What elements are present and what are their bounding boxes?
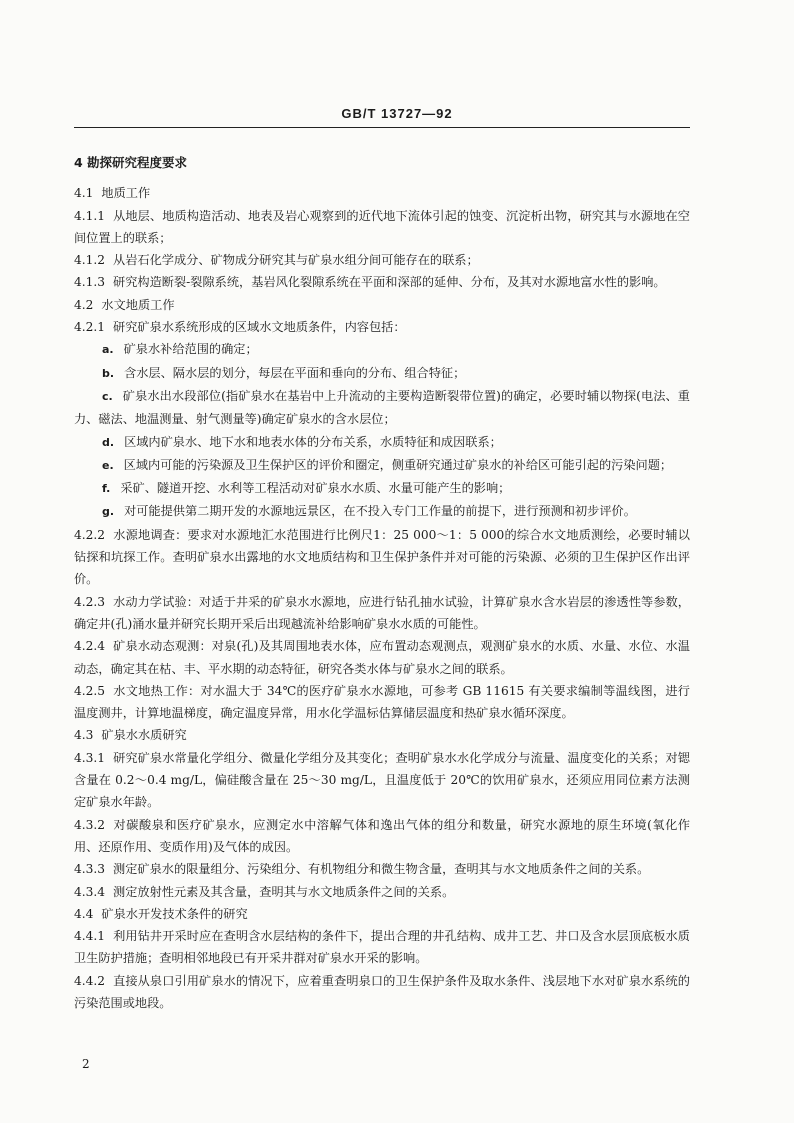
clause-text: 水文地热工作：对水温大于 34℃的医疗矿泉水水源地，可参考 GB 11615 有关要求编制等温线图，进行温度测井，计算地温梯度，确定温度异常，用水化学温标估算储层温度和热矿泉水循环深度。 bbox=[74, 683, 690, 721]
clause-number: 4.1.1 bbox=[74, 208, 106, 223]
list-item-text: 矿泉水出水段部位(指矿泉水在基岩中上升流动的主要构造断裂带位置)的确定，必要时辅以物探(电法、重力、磁法、地温测量、射气测量等)确定矿泉水的含水层位； bbox=[74, 388, 690, 427]
list-item-text: 采矿、隧道开挖、水利等工程活动对矿泉水水质、水量可能产生的影响； bbox=[120, 481, 511, 496]
header-rule bbox=[74, 127, 690, 128]
clause-number: 4.2.3 bbox=[74, 594, 106, 609]
list-item-text: 区域内矿泉水、地下水和地表水体的分布关系，水质特征和成因联系； bbox=[124, 434, 502, 449]
list-item-letter: c. bbox=[102, 389, 113, 403]
clause-text: 利用钻井开采时应在查明含水层结构的条件下，提出合理的井孔结构、成井工艺、井口及含水层顶底板水质卫生防护措施；查明相邻地段已有开采井群对矿泉水开采的影响。 bbox=[74, 929, 690, 966]
clause-4-2-4 bbox=[74, 635, 690, 680]
clause-number: 4.2 bbox=[74, 297, 94, 312]
clause-4-3-4 bbox=[74, 881, 690, 903]
subsection-title: 水文地质工作 bbox=[101, 297, 175, 312]
list-item-letter: d. bbox=[102, 435, 115, 449]
clause-4-3-1 bbox=[74, 747, 690, 814]
clause-4-2-5 bbox=[74, 680, 690, 725]
list-item-letter: f. bbox=[102, 482, 111, 496]
subsection-title: 矿泉水水质研究 bbox=[101, 728, 187, 743]
clause-number: 4.3.1 bbox=[74, 750, 106, 765]
subsection-4-1 bbox=[74, 182, 690, 204]
clause-text: 研究矿泉水系统形成的区域水文地质条件，内容包括： bbox=[113, 320, 406, 335]
clause-4-1-2 bbox=[74, 249, 690, 271]
clause-number: 4.3.3 bbox=[74, 862, 106, 877]
clause-number: 4.3 bbox=[74, 728, 94, 743]
page-number: 2 bbox=[82, 1057, 90, 1071]
list-item-d bbox=[74, 431, 690, 454]
subsection-4-3 bbox=[74, 724, 690, 746]
subsection-4-2 bbox=[74, 294, 690, 316]
list-item-c bbox=[74, 385, 690, 431]
clause-number: 4.3.2 bbox=[74, 817, 106, 832]
list-item-a bbox=[74, 338, 690, 361]
clause-4-2-2 bbox=[74, 524, 690, 591]
clause-number: 4.2.4 bbox=[74, 639, 106, 654]
clause-text: 水源地调查：要求对水源地汇水范围进行比例尺1：25 000～1：5 000的综合水文地质测绘，必要时辅以钻探和坑探工作。查明矿泉水出露地的水文地质结构和卫生保护条件并对可能的污染源、必须的卫生保护区作出评价。 bbox=[74, 527, 690, 587]
list-item-text: 含水层、隔水层的划分，每层在平面和垂向的分布、组合特征； bbox=[124, 365, 466, 380]
clause-4-2-1 bbox=[74, 316, 690, 338]
clause-4-1-1 bbox=[74, 205, 690, 250]
list-item-b bbox=[74, 362, 690, 385]
list-item-letter: g. bbox=[102, 505, 115, 519]
clause-number: 4.4.2 bbox=[74, 973, 106, 988]
document-body bbox=[74, 152, 690, 1014]
list-item-f bbox=[74, 477, 690, 500]
clause-4-2-3 bbox=[74, 591, 690, 636]
clause-text: 直接从泉口引用矿泉水的情况下，应着重查明泉口的卫生保护条件及取水条件、浅层地下水对矿泉水系统的污染范围或地段。 bbox=[74, 973, 690, 1010]
clause-text: 从岩石化学成分、矿物成分研究其与矿泉水组分间可能存在的联系； bbox=[113, 253, 479, 268]
clause-number: 4.1.3 bbox=[74, 275, 106, 290]
subsection-title: 矿泉水开发技术条件的研究 bbox=[101, 906, 248, 921]
clause-4-1-3 bbox=[74, 271, 690, 293]
clause-text: 矿泉水动态观测：对泉(孔)及其周围地表水体，应布置动态观测点，观测矿泉水的水质、水量、水位、水温动态，确定其在枯、丰、平水期的动态特征，研究各类水体与矿泉水之间的联系。 bbox=[74, 639, 690, 676]
clause-text: 研究矿泉水常量化学组分、微量化学组分及其变化；查明矿泉水水化学成分与流量、温度变化的关系；对锶含量在 0.2～0.4 mg/L，偏硅酸含量在 25～30 mg/L，且温度低于 20℃的饮用矿泉水，还须应用同位素方法测定矿泉水年龄。 bbox=[74, 750, 690, 810]
section-title: 4 勘探研究程度要求 bbox=[74, 155, 188, 170]
clause-4-4-1 bbox=[74, 925, 690, 970]
clause-number: 4.3.4 bbox=[74, 884, 106, 899]
clause-number: 4.2.1 bbox=[74, 320, 106, 335]
list-item-text: 区域内可能的污染源及卫生保护区的评价和圈定，侧重研究通过矿泉水的补给区可能引起的污染问题； bbox=[123, 457, 673, 472]
list-item-g bbox=[74, 500, 690, 523]
subsection-4-4 bbox=[74, 903, 690, 925]
clause-text: 从地层、地质构造活动、地表及岩心观察到的近代地下流体引起的蚀变、沉淀析出物，研究其与水源地在空间位置上的联系； bbox=[74, 208, 690, 245]
list-item-letter: e. bbox=[102, 458, 114, 472]
clause-number: 4.2.5 bbox=[74, 683, 106, 698]
clause-text: 水动力学试验：对适于井采的矿泉水水源地，应进行钻孔抽水试验，计算矿泉水含水岩层的渗透性等参数，确定井(孔)涌水量并研究长期开采后出现越流补给影响矿泉水水质的可能性。 bbox=[74, 594, 690, 631]
clause-4-3-2 bbox=[74, 814, 690, 859]
clause-text: 测定矿泉水的限量组分、污染组分、有机物组分和微生物含量，查明其与水文地质条件之间的关系。 bbox=[113, 862, 650, 877]
clause-4-3-3 bbox=[74, 858, 690, 880]
clause-number: 4.4.1 bbox=[74, 929, 106, 944]
list-item-text: 矿泉水补给范围的确定； bbox=[123, 342, 258, 357]
list-item-letter: a. bbox=[102, 343, 114, 357]
clause-number: 4.1 bbox=[74, 186, 94, 201]
clause-text: 对碳酸泉和医疗矿泉水，应测定水中溶解气体和逸出气体的组分和数量，研究水源地的原生环境(氧化作用、还原作用、变质作用)及气体的成因。 bbox=[74, 817, 690, 854]
clause-number: 4.4 bbox=[74, 906, 94, 921]
clause-text: 测定放射性元素及其含量，查明其与水文地质条件之间的关系。 bbox=[113, 884, 455, 899]
page-header-standard-code: GB/T 13727—92 bbox=[341, 106, 453, 121]
clause-4-4-2 bbox=[74, 970, 690, 1015]
clause-text: 研究构造断裂-裂隙系统，基岩风化裂隙系统在平面和深部的延伸、分布，及其对水源地富水性的影响。 bbox=[113, 275, 666, 290]
clause-number: 4.1.2 bbox=[74, 253, 106, 268]
list-item-e bbox=[74, 454, 690, 477]
subsection-title: 地质工作 bbox=[101, 186, 151, 201]
clause-number: 4.2.2 bbox=[74, 527, 106, 542]
list-item-text: 对可能提供第二期开发的水源地远景区，在不投入专门工作量的前提下，进行预测和初步评价。 bbox=[124, 504, 636, 519]
list-item-letter: b. bbox=[102, 366, 115, 380]
